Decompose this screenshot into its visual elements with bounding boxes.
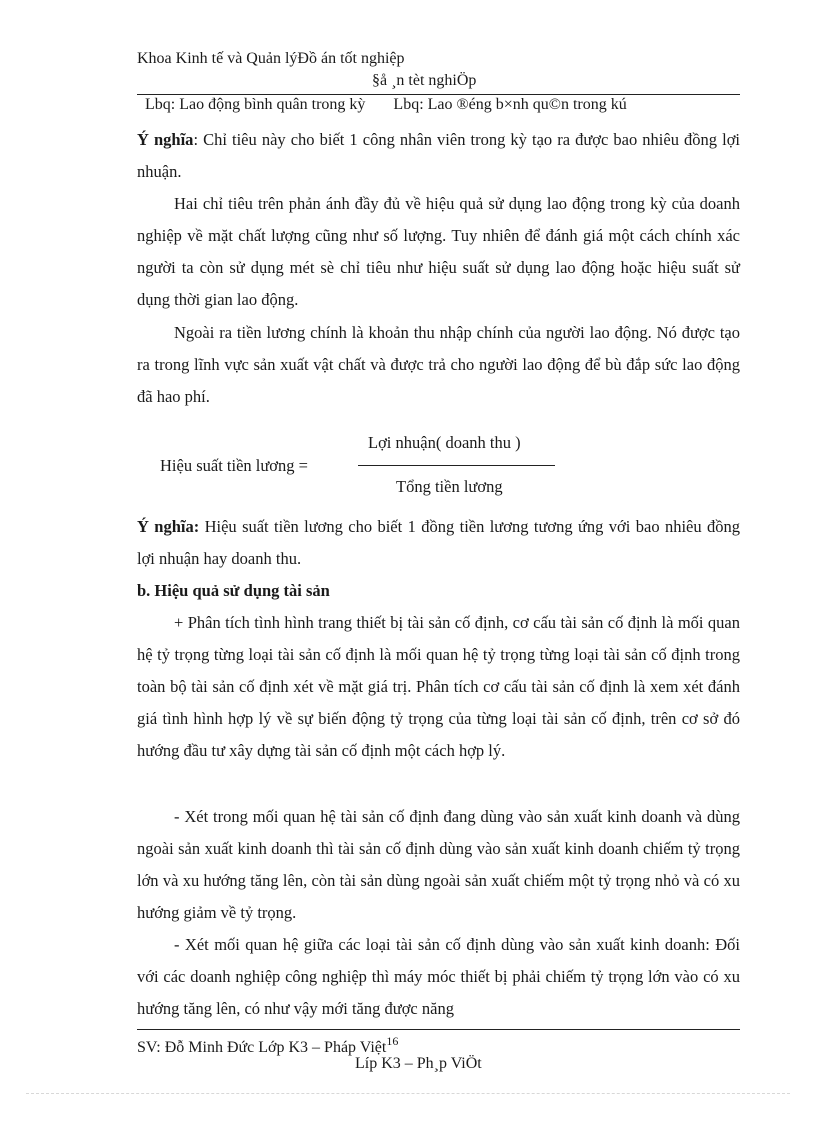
meaning-label: Ý nghĩa:	[137, 517, 200, 536]
formula-numerator: Lợi nhuận( doanh thu )	[368, 433, 521, 452]
page-number: 16	[386, 1034, 399, 1048]
meaning-text: Hiệu suất tiền lương cho biết 1 đồng tiền lương tương ứng với bao nhiêu đồng lợi nhuận hay doanh thu.	[137, 517, 740, 568]
section-heading: b. Hiệu quả sử dụng tài sản	[137, 581, 330, 600]
footer-line-2: Líp K3 – Ph¸p ViÖt	[355, 1055, 482, 1072]
formula-label: Hiệu suất tiền lương =	[160, 456, 308, 475]
header-rule	[137, 94, 740, 95]
footer-author: SV: Đỗ Minh Đức Lớp K3 – Pháp Việt	[137, 1039, 387, 1056]
paragraph-meaning-labor	[137, 124, 740, 188]
header-line-1: Khoa Kinh tế và Quản lýĐồ án tốt nghiệp	[137, 50, 405, 67]
lbq-definition-right: Lbq: Lao ®éng b×nh qu©n trong kú	[393, 96, 627, 113]
footer-line-1	[137, 1034, 398, 1057]
meaning-text: : Chỉ tiêu này cho biết 1 công nhân viên trong kỳ tạo ra được bao nhiêu đồng lợi nhuận.	[137, 130, 741, 181]
paragraph-labor-efficiency: Hai chỉ tiêu trên phản ánh đầy đủ về hiệu quả sử dụng lao động trong kỳ của doanh nghiệp về mặt chất lượng cũng như số lượng. Tuy nhiên để đánh giá một cách chính xác người ta còn sử dụng mét sè chỉ tiêu như hiệu suất sử dụng lao động hoặc hiệu suất sử dụng thời gian lao động.	[137, 194, 740, 309]
header-line-2: §å ¸n tèt nghiÖp	[372, 72, 477, 89]
paragraph-fixed-asset-analysis: + Phân tích tình hình trang thiết bị tài sản cố định, cơ cấu tài sản cố định là mối quan hệ tỷ trọng từng loại tài sản cố định là mối quan hệ tỷ trọng từng loại tài sản cố định trong toàn bộ tài sản cố định xét về mặt giá trị. Phân tích cơ cấu tài sản cố định là xem xét đánh giá tình hình hợp lý về sự biến động tỷ trọng của từng loại tài sản cố định, trên cơ sở đó hướng đầu tư xây dựng tài sản cố định một cách hợp lý.	[137, 613, 740, 760]
meaning-label: Ý nghĩa	[137, 130, 194, 149]
formula-denominator: Tổng tiền lương	[396, 477, 503, 496]
formula-fraction-bar	[358, 465, 555, 466]
lbq-definition-row	[145, 96, 627, 114]
paragraph-fixed-asset-usage: - Xét trong mối quan hệ tài sản cố định đang dùng vào sản xuất kinh doanh và dùng ngoài sản xuất kinh doanh thì tài sản cố định dùng vào sản xuất kinh doanh chiếm tỷ trọng lớn và xu hướng tăng lên, còn tài sản dùng ngoài sản xuất chiếm một tỷ trọng nhỏ và có xu hướng giảm về tỷ trọng.	[137, 807, 740, 922]
paragraph-fixed-asset-types: - Xét mối quan hệ giữa các loại tài sản cố định dùng vào sản xuất kinh doanh: Đối với các doanh nghiệp công nghiệp thì máy móc thiết bị phải chiếm tỷ trọng lớn vào có xu hướng tăng lên, có như vậy mới tăng được năng	[137, 935, 740, 1018]
lbq-definition-left: Lbq: Lao động bình quân trong kỳ	[145, 96, 366, 113]
page-boundary	[26, 1093, 790, 1094]
footer-rule	[137, 1029, 740, 1030]
paragraph-wages: Ngoài ra tiền lương chính là khoản thu nhập chính của người lao động. Nó được tạo ra trong lĩnh vực sản xuất vật chất và được trả cho người lao động để bù đắp sức lao động đã hao phí.	[137, 323, 740, 406]
paragraph-meaning-wage-efficiency	[137, 511, 740, 575]
